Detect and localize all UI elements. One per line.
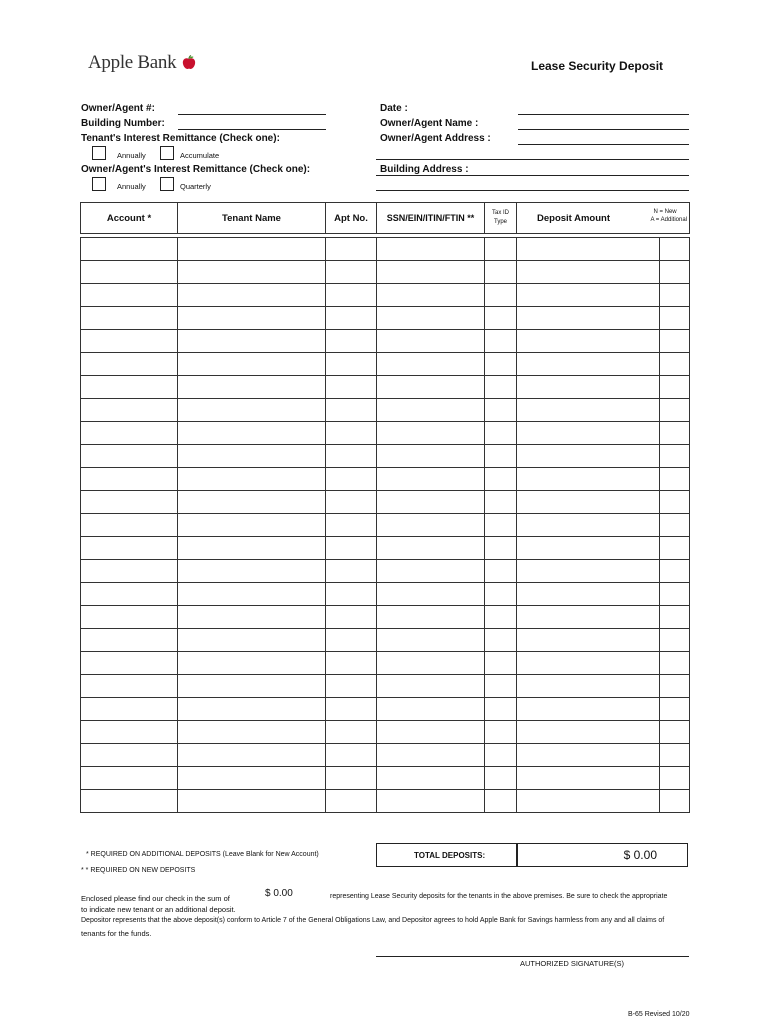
new-additional-cell[interactable]	[660, 307, 690, 330]
ssn-cell[interactable]	[377, 744, 485, 767]
apt-no-cell[interactable]	[326, 537, 377, 560]
table-row	[81, 330, 690, 353]
owner-remit-label: Owner/Agent's Interest Remittance (Check one):	[81, 164, 311, 175]
page-title: Lease Security Deposit	[531, 59, 664, 73]
col-apt-no: Apt No.	[326, 203, 377, 234]
depositor-line2: tenants for the funds.	[81, 929, 152, 938]
ssn-cell[interactable]	[377, 445, 485, 468]
tax-id-type-cell[interactable]	[485, 560, 517, 583]
signature-label: AUTHORIZED SIGNATURE(S)	[520, 959, 625, 968]
tenant-name-cell[interactable]	[178, 629, 326, 652]
deposit-amount-cell[interactable]	[517, 399, 660, 422]
table-row	[81, 721, 690, 744]
account-cell[interactable]	[81, 307, 178, 330]
tenant-name-cell[interactable]	[178, 721, 326, 744]
account-cell[interactable]	[81, 353, 178, 376]
ssn-cell[interactable]	[377, 675, 485, 698]
ssn-cell[interactable]	[377, 629, 485, 652]
new-additional-cell[interactable]	[660, 514, 690, 537]
account-cell[interactable]	[81, 238, 178, 261]
deposit-amount-cell[interactable]	[517, 238, 660, 261]
owner-address-field[interactable]	[518, 144, 689, 145]
tenant-remit-label: Tenant's Interest Remittance (Check one):	[81, 133, 280, 144]
ssn-cell[interactable]	[377, 399, 485, 422]
tenant-name-cell[interactable]	[178, 514, 326, 537]
revision-label: B-65 Revised 10/20	[628, 1011, 690, 1018]
table-row	[81, 675, 690, 698]
deposit-amount-cell[interactable]	[517, 790, 660, 813]
ssn-cell[interactable]	[377, 767, 485, 790]
col-new-additional	[650, 203, 690, 234]
table-row	[81, 261, 690, 284]
table-row	[81, 744, 690, 767]
ssn-cell[interactable]	[377, 583, 485, 606]
deposit-amount-cell[interactable]	[517, 422, 660, 445]
col-account: Account *	[81, 203, 178, 234]
account-cell[interactable]	[81, 744, 178, 767]
ssn-cell[interactable]	[377, 376, 485, 399]
tenant-name-cell[interactable]	[178, 353, 326, 376]
brand-logo	[88, 52, 195, 74]
new-additional-cell[interactable]	[660, 767, 690, 790]
tenant-name-cell[interactable]	[178, 422, 326, 445]
na-line2: A = Additional	[650, 217, 687, 223]
apt-no-cell[interactable]	[326, 238, 377, 261]
new-additional-cell[interactable]	[660, 560, 690, 583]
deposit-amount-cell[interactable]	[517, 376, 660, 399]
building-address-label: Building Address :	[380, 164, 469, 175]
apt-no-cell[interactable]	[326, 284, 377, 307]
enclosed-text-b: representing Lease Security deposits for the tenants in the above premises. Be sure to check the appropriate	[330, 893, 668, 900]
tenant-name-cell[interactable]	[178, 468, 326, 491]
deposit-amount-cell[interactable]	[517, 353, 660, 376]
new-additional-cell[interactable]	[660, 353, 690, 376]
ssn-cell[interactable]	[377, 284, 485, 307]
tenant-name-cell[interactable]	[178, 767, 326, 790]
account-cell[interactable]	[81, 284, 178, 307]
tax-id-type-cell[interactable]	[485, 422, 517, 445]
tenant-name-cell[interactable]	[178, 652, 326, 675]
apt-no-cell[interactable]	[326, 767, 377, 790]
tenant-name-cell[interactable]	[178, 583, 326, 606]
deposit-amount-label: Deposit Amount	[537, 212, 611, 224]
signature-line[interactable]	[376, 956, 689, 957]
apt-no-cell[interactable]	[326, 307, 377, 330]
apt-no-cell[interactable]	[326, 675, 377, 698]
table-row	[81, 560, 690, 583]
apt-no-cell[interactable]	[326, 399, 377, 422]
deposit-amount-cell[interactable]	[517, 652, 660, 675]
new-additional-cell[interactable]	[660, 238, 690, 261]
new-additional-cell[interactable]	[660, 330, 690, 353]
owner-address-label: Owner/Agent Address :	[380, 133, 491, 144]
deposit-amount-cell[interactable]	[517, 744, 660, 767]
tax-id-type-cell[interactable]	[485, 721, 517, 744]
table-row	[81, 790, 690, 813]
deposit-amount-cell[interactable]	[517, 261, 660, 284]
building-number-field[interactable]	[178, 129, 326, 130]
table-header-row	[81, 203, 690, 234]
owner-address-field-2[interactable]	[376, 159, 689, 160]
new-additional-cell[interactable]	[660, 652, 690, 675]
deposit-amount-cell[interactable]	[517, 675, 660, 698]
tax-id-type-cell[interactable]	[485, 261, 517, 284]
tax-id-type-cell[interactable]	[485, 583, 517, 606]
deposit-amount-cell[interactable]	[517, 583, 660, 606]
owner-agent-no-field[interactable]	[178, 114, 326, 115]
required-additional-note: * REQUIRED ON ADDITIONAL DEPOSITS (Leave Blank for New Account)	[86, 851, 319, 858]
tenant-name-cell[interactable]	[178, 790, 326, 813]
tenant-name-cell[interactable]	[178, 307, 326, 330]
tenant-name-cell[interactable]	[178, 537, 326, 560]
apt-no-cell[interactable]	[326, 514, 377, 537]
owner-quarterly-label: Quarterly	[180, 182, 211, 191]
total-deposits-label: TOTAL DEPOSITS:	[414, 851, 486, 860]
building-address-field[interactable]	[376, 175, 689, 176]
ssn-cell[interactable]	[377, 307, 485, 330]
new-additional-cell[interactable]	[660, 675, 690, 698]
account-cell[interactable]	[81, 629, 178, 652]
tenant-name-cell[interactable]	[178, 330, 326, 353]
tax-id-type-cell[interactable]	[485, 629, 517, 652]
table-row	[81, 629, 690, 652]
apt-no-cell[interactable]	[326, 606, 377, 629]
new-additional-cell[interactable]	[660, 583, 690, 606]
tax-id-type-cell[interactable]	[485, 537, 517, 560]
table-row	[81, 284, 690, 307]
apt-no-cell[interactable]	[326, 422, 377, 445]
new-additional-cell[interactable]	[660, 261, 690, 284]
new-additional-cell[interactable]	[660, 468, 690, 491]
deposit-amount-cell[interactable]	[517, 284, 660, 307]
tax-id-type-cell[interactable]	[485, 399, 517, 422]
apt-no-cell[interactable]	[326, 629, 377, 652]
tax-id-type-cell[interactable]	[485, 445, 517, 468]
ssn-cell[interactable]	[377, 468, 485, 491]
col-ssn: SSN/EIN/ITIN/FTIN **	[377, 203, 485, 234]
table-row	[81, 353, 690, 376]
apt-no-cell[interactable]	[326, 744, 377, 767]
ssn-cell[interactable]	[377, 261, 485, 284]
tenant-annually-label: Annually	[117, 151, 146, 160]
owner-agent-no-label: Owner/Agent #:	[81, 103, 155, 114]
col-tax-id-type	[485, 203, 517, 234]
new-additional-cell[interactable]	[660, 422, 690, 445]
tax-id-type-cell[interactable]	[485, 468, 517, 491]
tax-id-type-cell[interactable]	[485, 744, 517, 767]
col-tenant-name: Tenant Name	[178, 203, 326, 234]
new-additional-cell[interactable]	[660, 606, 690, 629]
tax-id-type-cell[interactable]	[485, 330, 517, 353]
tenant-accumulate-checkbox[interactable]	[160, 146, 174, 160]
table-row	[81, 422, 690, 445]
account-cell[interactable]	[81, 261, 178, 284]
deposit-amount-cell[interactable]	[517, 767, 660, 790]
tenant-annually-checkbox[interactable]	[92, 146, 106, 160]
tenant-name-cell[interactable]	[178, 445, 326, 468]
tax-id-type-cell[interactable]	[485, 284, 517, 307]
depositor-line1: Depositor represents that the above deposit(s) conform to Article 7 of the General Obligations Law, and Depositor agrees to hold Apple Bank for Savings harmless from any and all claims of	[81, 917, 665, 924]
table-row	[81, 491, 690, 514]
ssn-cell[interactable]	[377, 790, 485, 813]
deposit-amount-cell[interactable]	[517, 560, 660, 583]
table-row	[81, 514, 690, 537]
apt-no-cell[interactable]	[326, 790, 377, 813]
ssn-cell[interactable]	[377, 514, 485, 537]
account-cell[interactable]	[81, 606, 178, 629]
ssn-cell[interactable]	[377, 491, 485, 514]
brand-name: Apple Bank	[88, 52, 177, 73]
account-cell[interactable]	[81, 698, 178, 721]
deposit-amount-cell[interactable]	[517, 698, 660, 721]
tenant-name-cell[interactable]	[178, 491, 326, 514]
new-additional-cell[interactable]	[660, 744, 690, 767]
owner-annually-checkbox[interactable]	[92, 177, 106, 191]
na-line1: N = New	[653, 209, 677, 215]
table-row	[81, 606, 690, 629]
owner-quarterly-checkbox[interactable]	[160, 177, 174, 191]
account-cell[interactable]	[81, 675, 178, 698]
table-row	[81, 698, 690, 721]
tenant-accumulate-label: Accumulate	[180, 151, 220, 160]
tenant-name-cell[interactable]	[178, 744, 326, 767]
date-label: Date :	[380, 103, 408, 114]
tenant-name-cell[interactable]	[178, 675, 326, 698]
tax-id-type-cell[interactable]	[485, 606, 517, 629]
table-row	[81, 537, 690, 560]
enclosed-amount[interactable]: $ 0.00	[265, 888, 293, 899]
table-row	[81, 307, 690, 330]
tax-id-type-cell[interactable]	[485, 514, 517, 537]
tenant-name-cell[interactable]	[178, 261, 326, 284]
new-additional-cell[interactable]	[660, 445, 690, 468]
apt-no-cell[interactable]	[326, 652, 377, 675]
new-additional-cell[interactable]	[660, 721, 690, 744]
account-cell[interactable]	[81, 652, 178, 675]
ssn-cell[interactable]	[377, 721, 485, 744]
account-cell[interactable]	[81, 399, 178, 422]
deposit-amount-cell[interactable]	[517, 721, 660, 744]
deposit-amount-cell[interactable]	[517, 330, 660, 353]
ssn-cell[interactable]	[377, 606, 485, 629]
tax-id-type-cell[interactable]	[485, 790, 517, 813]
total-deposits-value: $ 0.00	[623, 848, 657, 862]
tax-id-line1: Tax ID	[491, 210, 509, 216]
apt-no-cell[interactable]	[326, 330, 377, 353]
account-cell[interactable]	[81, 537, 178, 560]
ssn-cell[interactable]	[377, 330, 485, 353]
apple-icon	[182, 55, 196, 70]
table-row	[81, 468, 690, 491]
ssn-cell[interactable]	[377, 238, 485, 261]
apt-no-cell[interactable]	[326, 583, 377, 606]
enclosed-text-c: to indicate new tenant or an additional deposit.	[81, 905, 236, 914]
account-cell[interactable]	[81, 422, 178, 445]
table-row	[81, 238, 690, 261]
deposits-table	[80, 202, 690, 813]
table-row	[81, 376, 690, 399]
new-additional-cell[interactable]	[660, 537, 690, 560]
building-address-field-2[interactable]	[376, 190, 689, 191]
apt-no-cell[interactable]	[326, 445, 377, 468]
apt-no-cell[interactable]	[326, 468, 377, 491]
tenant-name-cell[interactable]	[178, 606, 326, 629]
tenant-name-cell[interactable]	[178, 238, 326, 261]
new-additional-cell[interactable]	[660, 491, 690, 514]
new-additional-cell[interactable]	[660, 284, 690, 307]
ssn-cell[interactable]	[377, 698, 485, 721]
col-deposit-amount	[517, 203, 660, 234]
deposit-amount-cell[interactable]	[517, 537, 660, 560]
ssn-cell[interactable]	[377, 353, 485, 376]
tax-id-type-cell[interactable]	[485, 376, 517, 399]
account-cell[interactable]	[81, 514, 178, 537]
ssn-cell[interactable]	[377, 422, 485, 445]
account-cell[interactable]	[81, 790, 178, 813]
apt-no-cell[interactable]	[326, 376, 377, 399]
required-new-note: * * REQUIRED ON NEW DEPOSITS	[81, 867, 196, 874]
apt-no-cell[interactable]	[326, 721, 377, 744]
account-cell[interactable]	[81, 583, 178, 606]
tenant-name-cell[interactable]	[178, 376, 326, 399]
account-cell[interactable]	[81, 721, 178, 744]
ssn-cell[interactable]	[377, 560, 485, 583]
apt-no-cell[interactable]	[326, 560, 377, 583]
ssn-cell[interactable]	[377, 652, 485, 675]
owner-name-field[interactable]	[518, 129, 689, 130]
ssn-cell[interactable]	[377, 537, 485, 560]
tax-id-type-cell[interactable]	[485, 307, 517, 330]
tax-id-type-cell[interactable]	[485, 675, 517, 698]
deposit-amount-cell[interactable]	[517, 491, 660, 514]
table-row	[81, 399, 690, 422]
building-number-label: Building Number:	[81, 118, 165, 129]
table-row	[81, 583, 690, 606]
tax-id-type-cell[interactable]	[485, 353, 517, 376]
table-row	[81, 652, 690, 675]
new-additional-cell[interactable]	[660, 376, 690, 399]
deposit-amount-cell[interactable]	[517, 629, 660, 652]
new-additional-cell[interactable]	[660, 698, 690, 721]
account-cell[interactable]	[81, 468, 178, 491]
apt-no-cell[interactable]	[326, 261, 377, 284]
total-deposits-value-box[interactable]	[516, 843, 688, 867]
deposit-amount-cell[interactable]	[517, 468, 660, 491]
account-cell[interactable]	[81, 767, 178, 790]
tenant-name-cell[interactable]	[178, 698, 326, 721]
table-row	[81, 445, 690, 468]
deposit-amount-cell[interactable]	[517, 514, 660, 537]
owner-name-label: Owner/Agent Name :	[380, 118, 479, 129]
tax-id-line2: Type	[493, 219, 507, 225]
account-cell[interactable]	[81, 376, 178, 399]
account-cell[interactable]	[81, 330, 178, 353]
date-field[interactable]	[518, 114, 689, 115]
tax-id-type-cell[interactable]	[485, 767, 517, 790]
apt-no-cell[interactable]	[326, 698, 377, 721]
deposit-amount-cell[interactable]	[517, 307, 660, 330]
enclosed-text-a: Enclosed please find our check in the sum of	[81, 894, 230, 903]
new-additional-cell[interactable]	[660, 790, 690, 813]
owner-annually-label: Annually	[117, 182, 146, 191]
table-row	[81, 767, 690, 790]
tax-id-type-cell[interactable]	[485, 652, 517, 675]
tax-id-type-cell[interactable]	[485, 238, 517, 261]
deposit-amount-cell[interactable]	[517, 606, 660, 629]
total-deposits-box	[376, 843, 518, 867]
new-additional-cell[interactable]	[660, 629, 690, 652]
account-cell[interactable]	[81, 560, 178, 583]
account-cell[interactable]	[81, 445, 178, 468]
account-cell[interactable]	[81, 491, 178, 514]
apt-no-cell[interactable]	[326, 353, 377, 376]
tenant-name-cell[interactable]	[178, 284, 326, 307]
tax-id-type-cell[interactable]	[485, 491, 517, 514]
tax-id-type-cell[interactable]	[485, 698, 517, 721]
new-additional-cell[interactable]	[660, 399, 690, 422]
tenant-name-cell[interactable]	[178, 399, 326, 422]
deposit-amount-cell[interactable]	[517, 445, 660, 468]
apt-no-cell[interactable]	[326, 491, 377, 514]
tenant-name-cell[interactable]	[178, 560, 326, 583]
